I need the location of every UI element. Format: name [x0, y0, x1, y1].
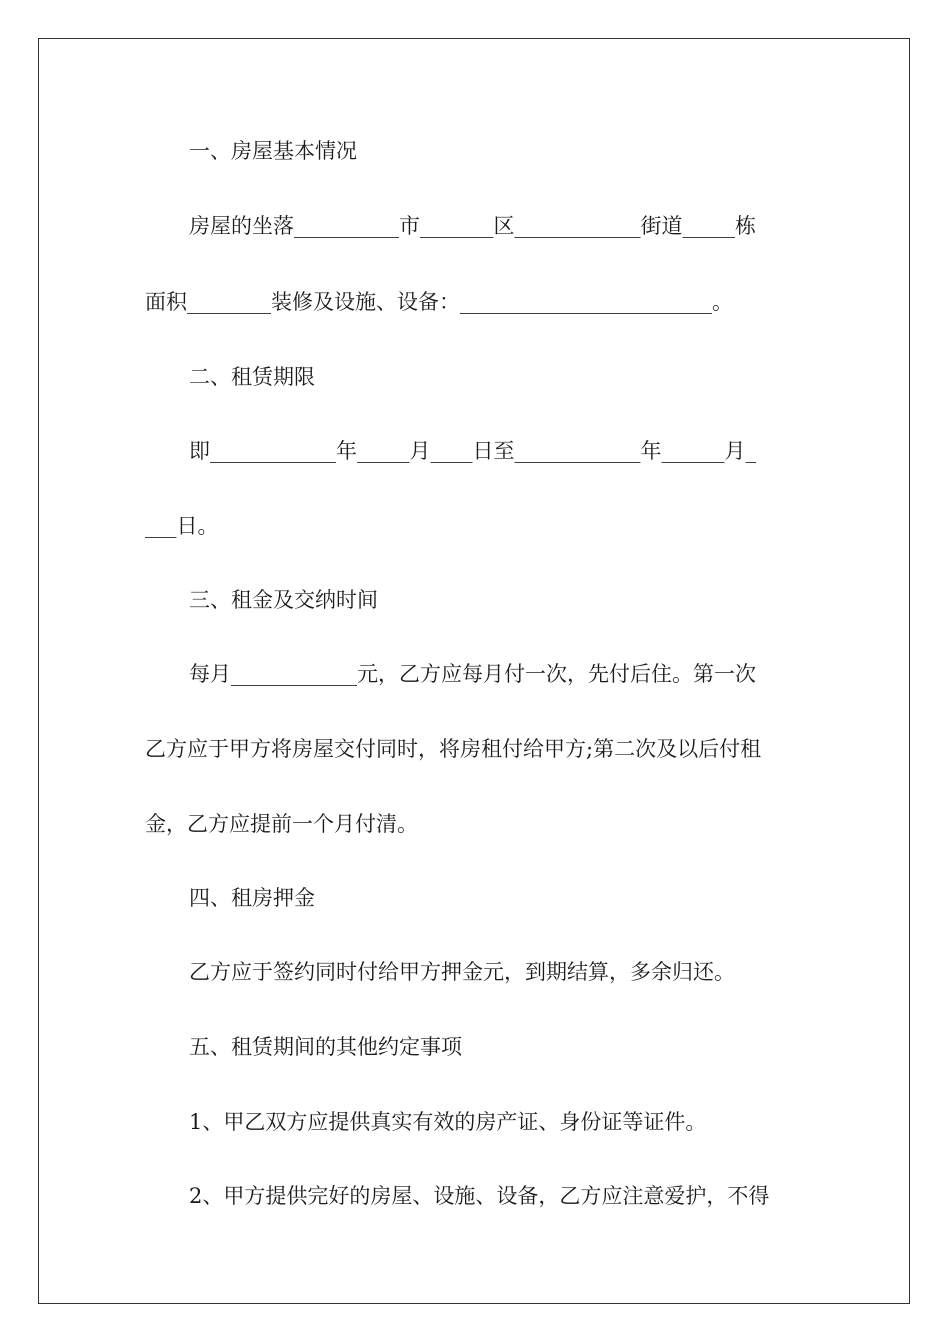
list-item: 2、甲方提供完好的房屋、设施、设备，乙方应注意爱护，不得 [189, 1184, 770, 1208]
paragraph-line: 面积________装修及设施、设备：________________________。 [145, 290, 733, 314]
paragraph-line: 即____________年_____月____日至____________年______月_ [189, 439, 756, 463]
paragraph-line: 乙方应于甲方将房屋交付同时，将房租付给甲方;第二次及以后付租 [145, 737, 762, 761]
section-heading-2: 二、租赁期限 [189, 365, 315, 389]
section-heading-5: 五、租赁期间的其他约定事项 [189, 1035, 462, 1059]
section-heading-1: 一、房屋基本情况 [189, 139, 357, 163]
paragraph-line: ___日。 [145, 514, 219, 538]
section-heading-4: 四、租房押金 [189, 886, 315, 910]
list-item: 1、甲乙双方应提供真实有效的房产证、身份证等证件。 [189, 1110, 707, 1134]
paragraph-line: 乙方应于签约同时付给甲方押金元，到期结算，多余归还。 [189, 960, 735, 984]
paragraph-line: 金，乙方应提前一个月付清。 [145, 812, 418, 836]
paragraph-line: 每月____________元，乙方应每月付一次，先付后住。第一次 [189, 662, 756, 686]
paragraph-line: 房屋的坐落__________市_______区____________街道_____栋 [189, 214, 756, 238]
section-heading-3: 三、租金及交纳时间 [189, 588, 378, 612]
